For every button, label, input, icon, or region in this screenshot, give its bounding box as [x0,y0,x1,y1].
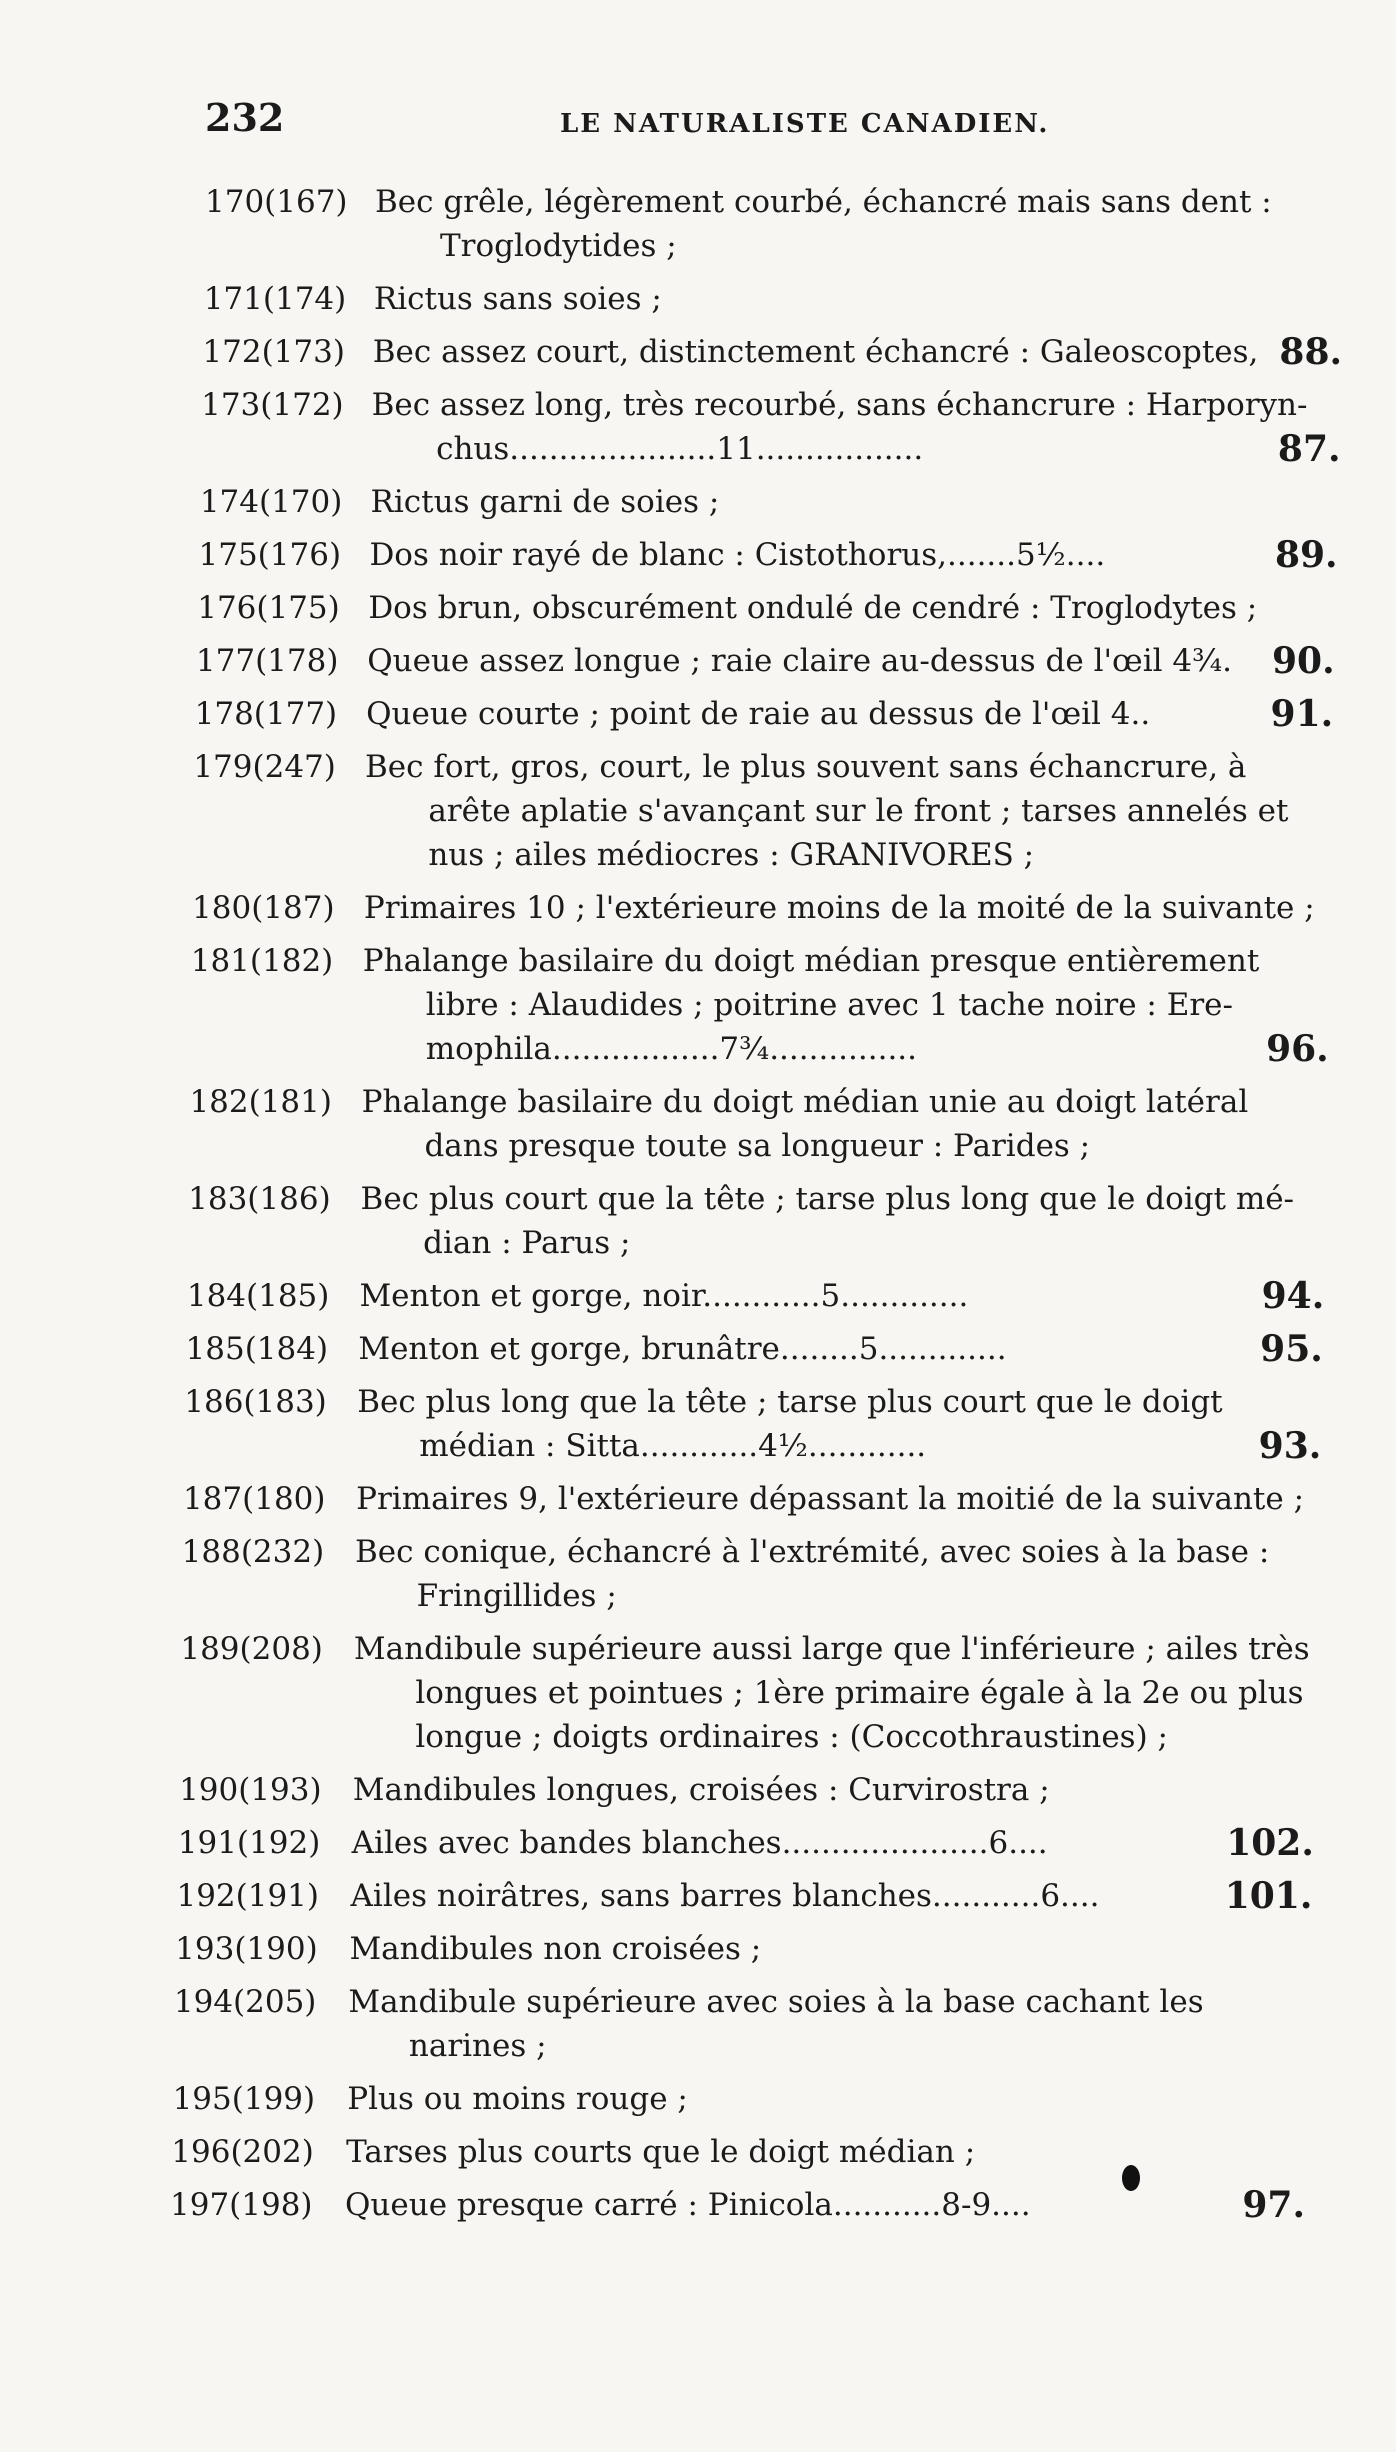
entry-line [0,1274,1396,1318]
running-head: LE NATURALISTE CANADIEN. [560,109,1050,139]
key-entry [0,277,1396,321]
entry-text: Bec assez court, distinctement échancré : Galeoscoptes, [372,334,1259,370]
species-number: 96. [1266,1028,1329,1070]
key-entry [0,745,1396,877]
entry-number: 193(190) [175,1931,318,1967]
key-entry [0,480,1396,524]
entry-text: longue ; doigts ordinaires : (Coccothraustines) ; [415,1719,1168,1755]
entry-line [0,480,1396,524]
entry-line [0,692,1396,736]
entry-text: narines ; [408,2028,547,2064]
entry-number: 175(176) [198,537,342,573]
entry-number: 195(199) [172,2081,316,2117]
entry-text: mophila.................7¾............... [425,1031,918,1067]
entry-text: Ailes avec bandes blanches.....................6.... [351,1825,1048,1861]
entry-number: 192(191) [176,1878,319,1914]
key-entry [0,639,1396,683]
entry-number: 176(175) [197,590,340,626]
entry-text: Phalange basilaire du doigt médian presque entièrement [362,943,1260,979]
entry-line [0,1927,1396,1971]
key-entry [0,2077,1396,2121]
entry-number: 183(186) [188,1181,331,1217]
entry-text: Queue presque carré : Pinicola...........8-9.... [345,2187,1031,2223]
entry-continuation-line [0,1424,1396,1468]
entry-text: Troglodytides ; [440,228,677,264]
entry-number: 177(178) [195,643,339,679]
entry-line [0,586,1396,630]
entry-line [0,639,1396,683]
entry-text: médian : Sitta............4½............ [419,1428,927,1464]
entry-line [0,1327,1396,1371]
entry-line [0,2183,1396,2227]
entry-line [0,1821,1396,1865]
page-header [0,95,1396,155]
entry-text: Primaires 9, l'extérieure dépassant la moitié de la suivante ; [356,1481,1305,1517]
entry-text: Bec plus court que la tête ; tarse plus long que le doigt mé- [360,1181,1295,1217]
key-entry [0,1768,1396,1812]
entry-number: 196(202) [171,2134,314,2170]
entry-text: Queue courte ; point de raie au dessus de l'œil 4.. [366,696,1151,732]
entry-text: longues et pointues ; 1ère primaire égale à la 2e ou plus [415,1675,1304,1711]
entry-text: Dos brun, obscurément ondulé de cendré : Troglodytes ; [368,590,1258,626]
key-entries [0,180,1396,2236]
entry-text: Mandibule supérieure avec soies à la base cachant les [348,1984,1204,2020]
entry-text: Bec grêle, légèrement courbé, échancré mais sans dent : [375,184,1272,220]
entry-text: nus ; ailes médiocres : GRANIVORES ; [428,837,1035,873]
entry-line [0,886,1396,930]
entry-number: 187(180) [182,1481,326,1517]
entry-continuation-line [0,833,1396,877]
entry-line [0,383,1396,427]
entry-line [0,939,1396,983]
species-number: 93. [1258,1425,1322,1467]
species-number: 90. [1272,640,1335,682]
entry-text: dian : Parus ; [423,1225,631,1261]
entry-text: Fringillides ; [416,1578,617,1614]
entry-number: 189(208) [180,1631,323,1667]
key-entry [0,180,1396,268]
entry-text: Bec assez long, très recourbé, sans échancrure : Harporyn- [371,387,1308,423]
species-number: 87. [1277,428,1341,470]
entry-text: Plus ou moins rouge ; [347,2081,688,2117]
entry-line [0,533,1396,577]
entry-number: 197(198) [170,2187,313,2223]
entry-number: 172(173) [202,334,345,370]
entry-text: Menton et gorge, noir............5............. [359,1278,969,1314]
entry-continuation-line [0,1715,1396,1759]
species-number: 97. [1242,2184,1305,2226]
entry-text: Bec fort, gros, court, le plus souvent sans échancrure, à [365,749,1247,785]
entry-number: 173(172) [201,387,344,423]
entry-text: Mandibules longues, croisées : Curvirostra ; [352,1772,1050,1808]
key-entry [0,1821,1396,1865]
entry-text: Primaires 10 ; l'extérieure moins de la moité de la suivante ; [363,890,1315,926]
entry-line [0,330,1396,374]
entry-number: 174(170) [199,484,343,520]
species-number: 91. [1270,693,1334,735]
species-number: 88. [1279,331,1343,373]
entry-continuation-line [0,1124,1396,1168]
entry-continuation-line [0,789,1396,833]
entry-line [0,180,1396,224]
key-entry [0,1927,1396,1971]
key-entry [0,330,1396,374]
species-number: 102. [1226,1822,1314,1864]
key-entry [0,1080,1396,1168]
entry-text: Menton et gorge, brunâtre........5............. [358,1331,1007,1367]
key-entry [0,2183,1396,2227]
entry-text: Bec conique, échancré à l'extrémité, avec soies à la base : [355,1534,1270,1570]
key-entry [0,2130,1396,2174]
entry-text: chus.....................11................. [436,431,924,467]
entry-line [0,745,1396,789]
entry-number: 170(167) [205,184,348,220]
entry-text: arête aplatie s'avançant sur le front ; tarses annelés et [428,793,1289,829]
entry-number: 184(185) [186,1278,330,1314]
entry-continuation-line [0,1027,1396,1071]
key-entry [0,1627,1396,1759]
entry-number: 186(183) [184,1384,327,1420]
entry-continuation-line [0,983,1396,1027]
entry-line [0,1627,1396,1671]
entry-continuation-line [0,1671,1396,1715]
entry-line [0,1477,1396,1521]
species-number: 95. [1260,1328,1323,1370]
entry-line [0,2130,1396,2174]
entry-number: 194(205) [173,1984,317,2020]
entry-line [0,2077,1396,2121]
entry-number: 179(247) [193,749,336,785]
entry-number: 191(192) [177,1825,321,1861]
key-entry [0,1980,1396,2068]
entry-line [0,1768,1396,1812]
entry-text: Mandibules non croisées ; [349,1931,762,1967]
entry-line [0,1980,1396,2024]
entry-text: Phalange basilaire du doigt médian unie au doigt latéral [361,1084,1249,1120]
entry-number: 188(232) [181,1534,325,1570]
entry-number: 185(184) [185,1331,329,1367]
key-entry [0,1380,1396,1468]
species-number: 89. [1274,534,1338,576]
entry-text: libre : Alaudides ; poitrine avec 1 tache noire : Ere- [425,987,1233,1023]
entry-text: Mandibule supérieure aussi large que l'inférieure ; ailes très [353,1631,1310,1667]
entry-number: 180(187) [192,890,335,926]
entry-text: Rictus sans soies ; [373,281,662,317]
key-entry [0,1327,1396,1371]
entry-text: Ailes noirâtres, sans barres blanches...........6.... [350,1878,1100,1914]
entry-text: Queue assez longue ; raie claire au-dessus de l'œil 4¾. [367,643,1232,679]
entry-continuation-line [0,224,1396,268]
key-entry [0,1274,1396,1318]
entry-continuation-line [0,1221,1396,1265]
entry-text: Dos noir rayé de blanc : Cistothorus,.......5½.... [369,537,1106,573]
entry-text: Tarses plus courts que le doigt médian ; [346,2134,976,2170]
page-number: 232 [205,95,285,140]
key-entry [0,1177,1396,1265]
entry-number: 181(182) [190,943,334,979]
entry-number: 190(193) [179,1772,322,1808]
entry-line [0,277,1396,321]
entry-number: 171(174) [203,281,347,317]
key-entry [0,1530,1396,1618]
key-entry [0,692,1396,736]
species-number: 94. [1261,1275,1325,1317]
key-entry [0,886,1396,930]
entry-continuation-line [0,427,1396,471]
entry-text: Rictus garni de soies ; [370,484,720,520]
entry-continuation-line [0,1574,1396,1618]
entry-line [0,1177,1396,1221]
key-entry [0,586,1396,630]
species-number: 101. [1224,1875,1313,1917]
key-entry [0,383,1396,471]
key-entry [0,939,1396,1071]
key-entry [0,1874,1396,1918]
key-entry [0,533,1396,577]
entry-line [0,1080,1396,1124]
ink-blot [1122,2165,1140,2191]
entry-continuation-line [0,2024,1396,2068]
entry-text: Bec plus long que la tête ; tarse plus court que le doigt [357,1384,1223,1420]
entry-line [0,1874,1396,1918]
entry-text: dans presque toute sa longueur : Parides ; [424,1128,1091,1164]
entry-line [0,1380,1396,1424]
entry-number: 182(181) [189,1084,332,1120]
entry-number: 178(177) [194,696,338,732]
entry-line [0,1530,1396,1574]
key-entry [0,1477,1396,1521]
